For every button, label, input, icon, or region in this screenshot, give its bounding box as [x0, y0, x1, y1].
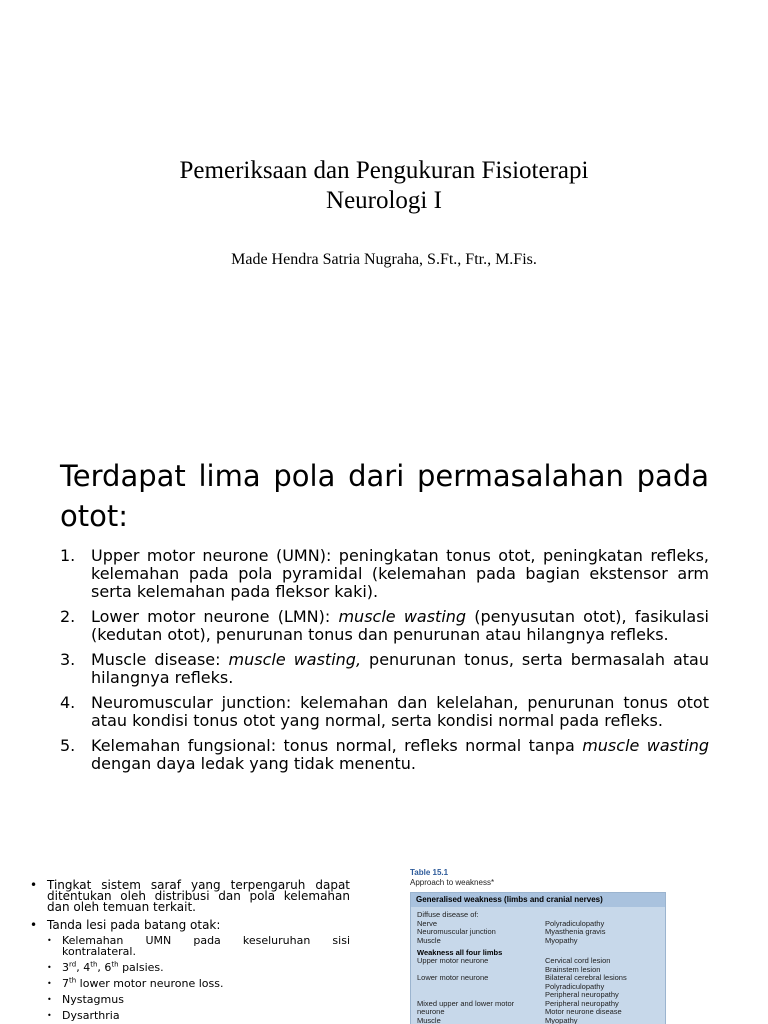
- list-item: [60, 547, 709, 601]
- item-text: Kelemahan fungsional: tonus normal, refleks normal tanpa: [91, 736, 583, 755]
- list-item: [60, 694, 709, 730]
- table-row: Muscle Myopathy: [417, 935, 578, 945]
- table-row: Peripheral neuropathy: [545, 990, 619, 999]
- bullet-item: [30, 880, 350, 913]
- table-row: Mixed upper and lower motor Peripheral neuropathy: [417, 998, 619, 1008]
- sub-bullet-icon: •: [47, 936, 52, 945]
- sub-bullet-item: [47, 994, 350, 1005]
- item-text: Neuromuscular junction: kelemahan dan kelelahan, penurunan tonus otot atau kondisi tonus otot yang normal, serta kondisi normal pada refleks.: [91, 693, 709, 730]
- sub-bullet-item: [47, 978, 350, 989]
- item-text: Muscle disease:: [91, 650, 229, 669]
- table-row: Muscle Myopathy: [417, 1015, 578, 1024]
- bullet-list: [30, 880, 350, 1021]
- item-text: Upper motor neurone (UMN): peningkatan tonus otot, peningkatan refleks, kelemahan pada pola pyramidal (kelemahan pada bagian ekstensor arm serta kelemahan pada fleksor kaki).: [91, 546, 709, 601]
- table-section-title: Weakness all four limbs: [417, 948, 503, 957]
- sub-bullet-item: [47, 935, 350, 957]
- bullet-column: [30, 880, 350, 1024]
- sub-bullet-item: [47, 1010, 350, 1021]
- table-row: Nerve Polyradiculopathy: [417, 918, 605, 928]
- title-line-2: Neurologi I: [326, 187, 442, 214]
- table-row: Polyradiculopathy: [545, 981, 605, 991]
- table-section-title: Diffuse disease of:: [417, 910, 479, 919]
- sub-bullet-item: [47, 962, 350, 973]
- list-item: [60, 651, 709, 687]
- item-text: Lower motor neurone (LMN):: [91, 607, 339, 626]
- table-row: Brainstem lesion: [545, 964, 601, 974]
- table-caption: Approach to weakness*: [410, 878, 495, 887]
- table-body: [410, 892, 666, 1024]
- list-number: 2.: [60, 607, 76, 626]
- sub-bullet-text: 7th lower motor neurone loss.: [62, 976, 224, 990]
- list-item: [60, 608, 709, 644]
- title-slide: [0, 0, 768, 420]
- item-text: penurunan tonus, serta bermasalah atau hilangnya refleks.: [91, 650, 709, 687]
- table-row: Upper motor neurone Cervical cord lesion: [417, 956, 611, 965]
- item-text: (penyusutan otot), fasikulasi (kedutan otot), penurunan tonus dan penurunan atau hilangnya refleks.: [91, 607, 710, 644]
- sub-bullet-text: 3rd, 4th, 6th palsies.: [62, 960, 164, 974]
- item-text: dengan daya ledak yang tidak menentu.: [91, 754, 416, 773]
- item-emphasis: muscle wasting: [338, 607, 467, 626]
- sub-bullet-icon: •: [47, 995, 52, 1004]
- author-name: Made Hendra Satria Nugraha, S.Ft., Ftr., M.Fis.: [231, 251, 537, 268]
- content-slide-weakness: [0, 858, 768, 1024]
- weakness-table: [410, 868, 666, 1024]
- table-label: Table 15.1: [410, 868, 449, 877]
- sub-bullet-icon: •: [47, 963, 52, 972]
- table-row: Neuromuscular junction Myasthenia gravis: [417, 927, 606, 936]
- pattern-list: [60, 547, 709, 780]
- table-row: neurone Motor neurone disease: [417, 1007, 622, 1016]
- list-number: 3.: [60, 650, 76, 669]
- sub-bullet-text: Nystagmus: [62, 993, 124, 1006]
- sub-bullet-list: [47, 935, 350, 1021]
- bullet-icon: •: [30, 918, 38, 932]
- bullet-text: Tingkat sistem saraf yang terpengaruh dapat ditentukan oleh distribusi dan pola kelemahan dan oleh temuan terkait.: [47, 878, 350, 914]
- item-emphasis: muscle wasting,: [228, 650, 362, 669]
- sub-bullet-icon: •: [47, 979, 52, 988]
- sub-bullet-text: Kelemahan UMN pada keseluruhan sisi kontralateral.: [62, 934, 350, 958]
- list-number: 1.: [60, 546, 76, 565]
- sub-bullet-icon: •: [47, 1011, 52, 1020]
- list-item: [60, 737, 709, 773]
- bullet-item: [30, 920, 350, 1021]
- content-slide-patterns: [0, 440, 768, 840]
- slide-title: [0, 156, 768, 216]
- slide-heading: Terdapat lima pola dari permasalahan pada otot:: [60, 459, 709, 533]
- bullet-icon: •: [30, 878, 38, 892]
- list-number: 5.: [60, 736, 76, 755]
- title-line-1: Pemeriksaan dan Pengukuran Fisioterapi: [179, 157, 589, 184]
- table-row: Lower motor neurone Bilateral cerebral lesions: [417, 973, 627, 982]
- bullet-text: Tanda lesi pada batang otak:: [47, 918, 221, 932]
- item-emphasis: muscle wasting: [582, 736, 709, 755]
- table-header: Generalised weakness (limbs and cranial nerves): [411, 893, 665, 907]
- list-number: 4.: [60, 693, 76, 712]
- sub-bullet-text: Dysarthria: [62, 1009, 120, 1022]
